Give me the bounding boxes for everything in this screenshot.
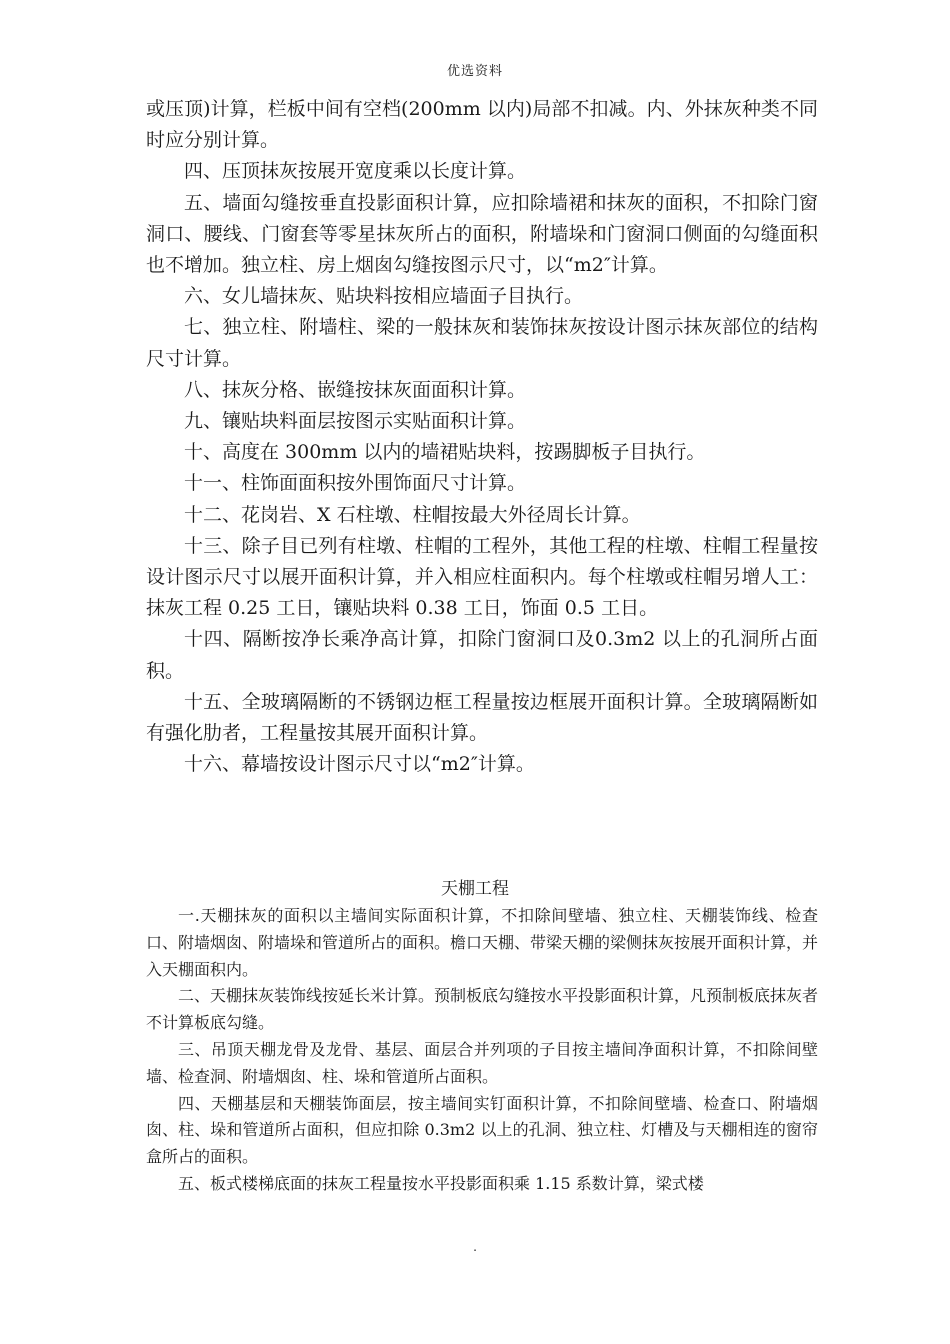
paragraph: 四、天棚基层和天棚装饰面层，按主墙间实钉面积计算，不扣除间壁墙、检查口、附墙烟囱、柱、垛和管道所占面积，但应扣除 0.3m2 以上的孔洞、独立柱、灯槽及与天棚相连的窗帘盒所占的面积。 — [146, 1093, 818, 1167]
paragraph: 十四、隔断按净长乘净高计算，扣除门窗洞口及0.3m2 以上的孔洞所占面积。 — [146, 628, 818, 682]
paragraph: 一.天棚抹灰的面积以主墙间实际面积计算，不扣除间壁墙、独立柱、天棚装饰线、检查口、附墙烟囱、附墙垛和管道所占的面积。檐口天棚、带梁天棚的梁侧抹灰按展开面积计算，并入天棚面积内。 — [146, 906, 819, 979]
paragraph: 十三、除子目已列有柱墩、柱帽的工程外，其他工程的柱墩、柱帽工程量按设计图示尺寸以展开面积计算，并入相应柱面积内。每个柱墩或柱帽另增人工：抹灰工程 0.25 工日，镶贴块料 0.38 工日，饰面 0.5 工日。 — [146, 534, 818, 620]
page-footer: . — [473, 1240, 477, 1254]
paragraph: 六、女儿墙抹灰、贴块料按相应墙面子目执行。 — [184, 285, 584, 308]
section-title: 天棚工程 — [441, 879, 509, 899]
section-wall-plaster — [146, 94, 818, 780]
paragraph: 九、镶贴块料面层按图示实贴面积计算。 — [184, 410, 527, 433]
paragraph: 八、抹灰分格、嵌缝按抹灰面面积计算。 — [184, 378, 527, 401]
paragraph: 七、独立柱、附墙柱、梁的一般抹灰和装饰抹灰按设计图示抹灰部位的结构尺寸计算。 — [146, 316, 818, 370]
paragraph: 十五、全玻璃隔断的不锈钢边框工程量按边框展开面积计算。全玻璃隔断如有强化肋者，工程量按其展开面积计算。 — [146, 690, 818, 745]
section-ceiling — [146, 903, 818, 1198]
paragraph: 十、高度在 300mm 以内的墙裙贴块料，按踢脚板子目执行。 — [184, 441, 706, 464]
paragraph: 或压顶)计算，栏板中间有空档(200mm 以内)局部不扣减。内、外抹灰种类不同时应分别计算。 — [146, 98, 818, 152]
paragraph: 十二、花岗岩、X 石柱墩、柱帽按最大外径周长计算。 — [184, 503, 641, 526]
paragraph: 十一、柱饰面面积按外围饰面尺寸计算。 — [184, 472, 527, 495]
paragraph: 三、吊顶天棚龙骨及龙骨、基层、面层合并列项的子目按主墙间净面积计算，不扣除间壁墙、检查洞、附墙烟囱、柱、垛和管道所占面积。 — [146, 1039, 818, 1086]
paragraph: 二、天棚抹灰装饰线按延长米计算。预制板底勾缝按水平投影面积计算，凡预制板底抹灰者不计算板底勾缝。 — [146, 986, 819, 1033]
paragraph: 四、压顶抹灰按展开宽度乘以长度计算。 — [184, 160, 527, 183]
page-header: 优选资料 — [446, 64, 503, 79]
paragraph: 十六、幕墙按设计图示尺寸以“m2″计算。 — [184, 753, 535, 776]
paragraph: 五、板式楼梯底面的抹灰工程量按水平投影面积乘 1.15 系数计算，梁式楼 — [178, 1173, 704, 1193]
paragraph: 五、墙面勾缝按垂直投影面积计算，应扣除墙裙和抹灰的面积，不扣除门窗洞口、腰线、门窗套等零星抹灰所占的面积，附墙垛和门窗洞口侧面的勾缝面积也不增加。独立柱、房上烟囱勾缝按图示尺寸，以“m2″计算。 — [146, 191, 818, 277]
